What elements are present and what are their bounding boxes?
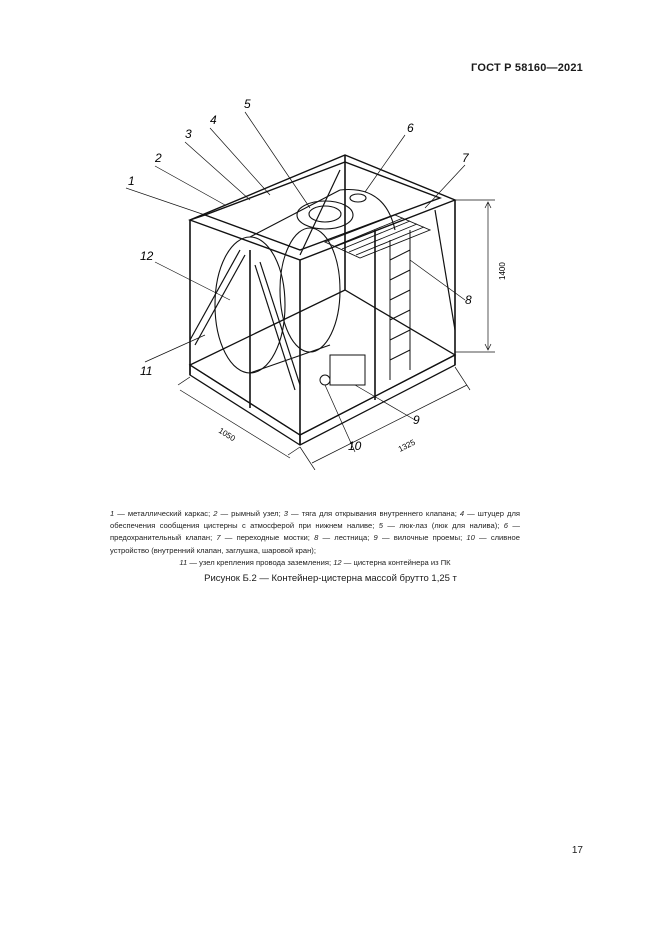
leader-lines [126,112,465,452]
tank-cylinder [215,190,395,374]
figure-caption: Рисунок Б.2 — Контейнер-цистерна массой брутто 1,25 т [204,573,457,584]
callout-12: 12 [140,249,154,263]
dimension-length: 1325 [396,437,417,454]
legend-item-9: 9 — вилочные проемы; [373,533,467,543]
callout-7: 7 [462,151,469,165]
standard-header: ГОСТ Р 58160—2021 [471,62,583,74]
legend-last-line [110,557,520,569]
callout-8: 8 [465,293,472,307]
legend-item-3: 3 — тяга для открывания внутреннего клапана; [283,509,460,518]
container-tank-drawing [110,90,530,470]
legend-item-6: 6 — предохранительный клапан; [110,521,520,543]
drain-device [320,355,365,385]
manhole [297,194,366,229]
legend-item-2: 2 — рымный узел; [213,509,284,518]
legend-item-1: 1 — металлический каркас; [110,509,214,518]
callout-10: 10 [348,439,362,453]
callout-11: 11 [140,364,153,378]
legend-item-5: 5 — люк-лаз (люк для налива); [378,521,504,531]
legend-item-7: 7 — переходные мостки; [216,533,315,543]
figure-legend [110,508,520,569]
dimension-height: 1400 [498,262,507,280]
legend-item-4: 4 — штуцер для обеспечения сообщения цистерны с атмосферой при нижнем наливе; [110,509,520,531]
legend-item-8: 8 — лестница; [314,533,374,543]
isometric-drawing [110,90,530,470]
callout-9: 9 [413,413,420,427]
callout-3: 3 [185,127,192,141]
dimension-text [217,262,507,454]
walkway [325,215,430,258]
callout-6: 6 [407,121,414,135]
legend-item-11: 11 — узел крепления провода заземления; [179,557,334,567]
callout-5: 5 [244,97,251,111]
page-number: 17 [571,845,583,856]
ladder [390,230,410,380]
legend-item-10: 10 — сливное устройство (внутренний клапан, заглушка, шаровой кран); [110,533,520,555]
legend-item-12: 12 — цистерна контейнера из ПК [333,557,451,567]
callout-4: 4 [210,113,217,127]
callout-1: 1 [128,174,135,188]
callout-2: 2 [155,151,162,165]
dimension-width: 1050 [216,426,237,444]
